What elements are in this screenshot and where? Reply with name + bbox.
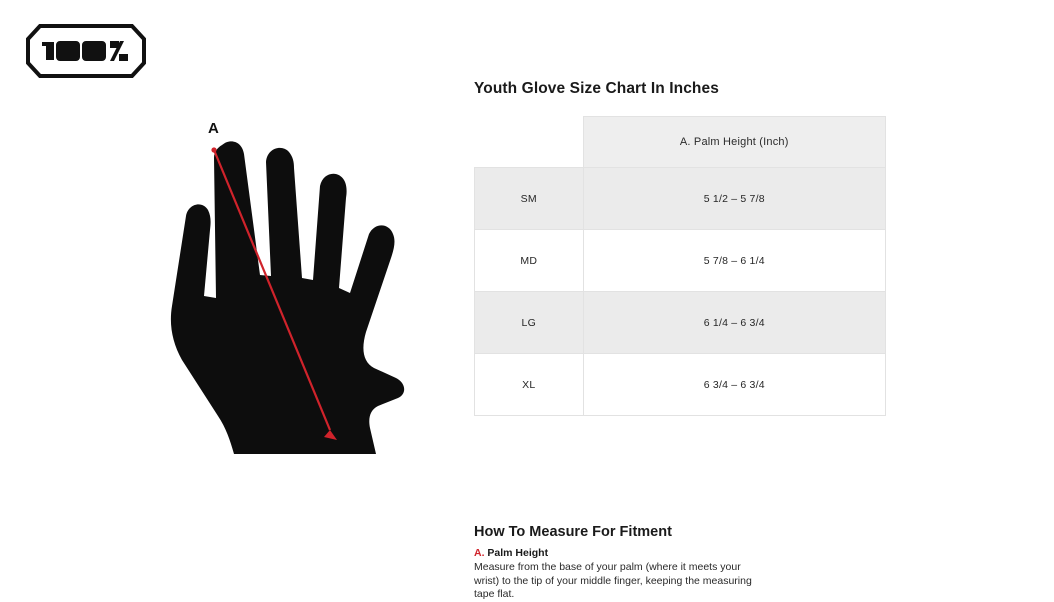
how-to-measure-body: Measure from the base of your palm (where it meets your wrist) to the tip of your middle finger, keeping the measuring tape flat.: [474, 561, 752, 600]
measurement-label-a: A: [208, 120, 220, 137]
how-to-measure-subtitle: [474, 547, 804, 559]
how-to-measure-title: How To Measure For Fitment: [474, 524, 672, 540]
table-row: [475, 230, 886, 292]
table-row: [475, 292, 886, 354]
size-label: MD: [475, 230, 584, 292]
how-to-measure-section: [474, 524, 804, 602]
size-label: LG: [475, 292, 584, 354]
column-header-palm-height: A. Palm Height (Inch): [583, 117, 886, 168]
palm-height-value: 5 7/8 – 6 1/4: [583, 230, 886, 292]
size-chart-table: [474, 116, 886, 416]
size-label: SM: [475, 168, 584, 230]
table-corner-cell: [475, 117, 584, 168]
subtitle-text: Palm Height: [484, 547, 549, 559]
marker-a: A.: [474, 547, 485, 559]
table-row: [475, 168, 886, 230]
one-hundred-percent-logo: [24, 22, 148, 80]
table-row: [475, 354, 886, 416]
palm-height-value: 5 1/2 – 5 7/8: [583, 168, 886, 230]
page-title: Youth Glove Size Chart In Inches: [474, 80, 719, 97]
size-chart-section: [474, 80, 1014, 416]
palm-height-value: 6 1/4 – 6 3/4: [583, 292, 886, 354]
hand-palm-illustration: [130, 110, 470, 470]
table-header-row: [475, 117, 886, 168]
hand-silhouette-shape: [171, 141, 404, 454]
palm-height-value: 6 3/4 – 6 3/4: [583, 354, 886, 416]
size-label: XL: [475, 354, 584, 416]
